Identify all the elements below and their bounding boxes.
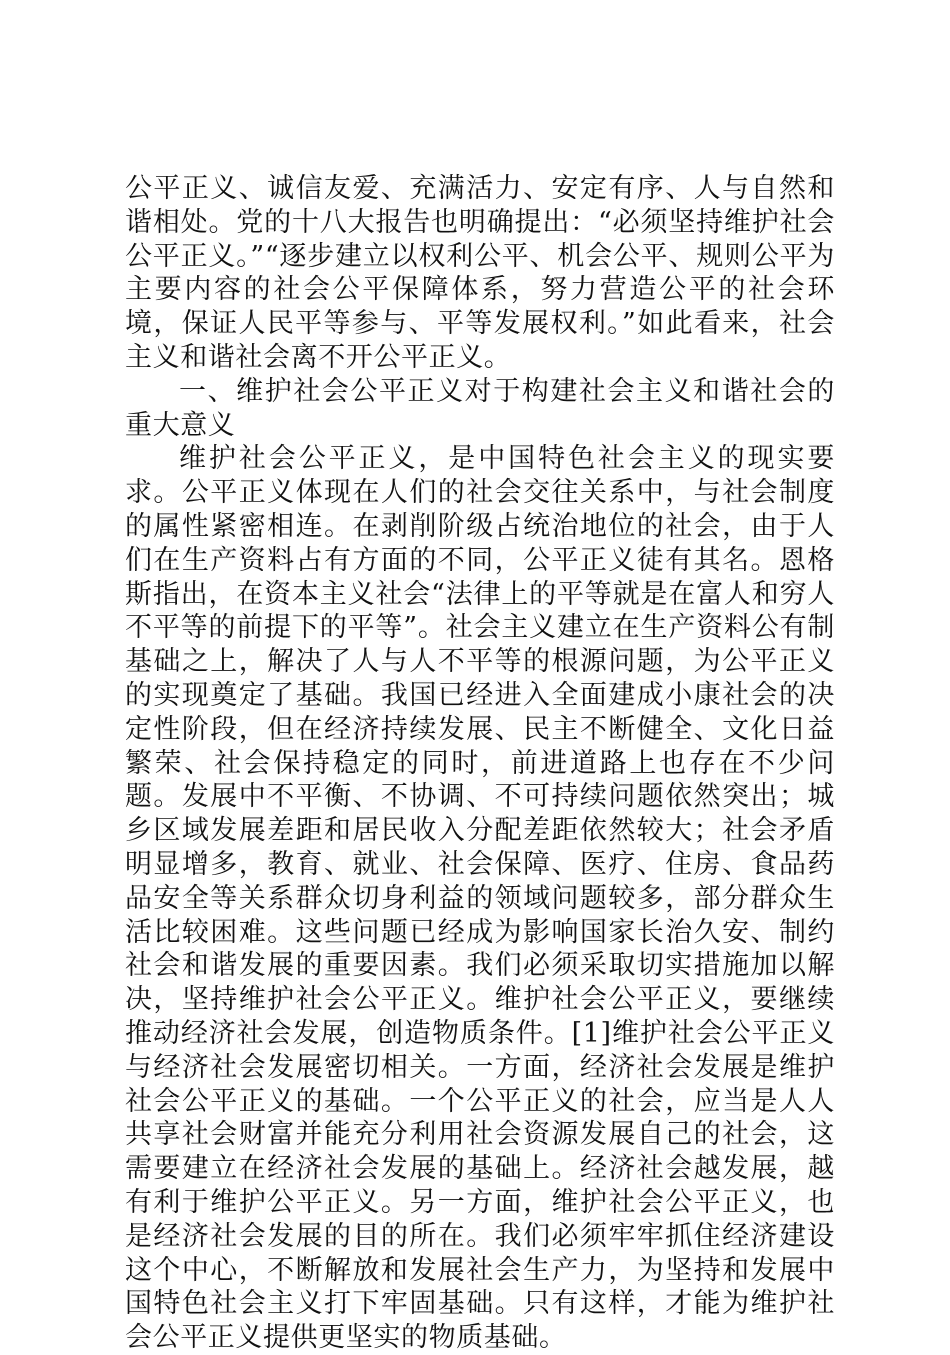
section-heading: 一、维护社会公平正义对于构建社会主义和谐社会的重大意义: [125, 375, 835, 441]
document-body: [125, 172, 835, 1355]
paragraph-continuation: 公平正义、诚信友爱、充满活力、安定有序、人与自然和谐相处。党的十八大报告也明确提出：“必须坚持维护社会公平正义。”“逐步建立以权利公平、机会公平、规则公平为主要内容的社会公平保障体系，努力营造公平的社会环境，保证人民平等参与、平等发展权利。”如此看来，社会主义和谐社会离不开公平正义。: [125, 173, 835, 373]
paragraph-body: 维护社会公平正义，是中国特色社会主义的现实要求。公平正义体现在人们的社会交往关系中，与社会制度的属性紧密相连。在剥削阶级占统治地位的社会，由于人们在生产资料占有方面的不同，公平正义徒有其名。恩格斯指出，在资本主义社会“法律上的平等就是在富人和穷人不平等的前提下的平等”。社会主义建立在生产资料公有制基础之上，解决了人与人不平等的根源问题，为公平正义的实现奠定了基础。我国已经进入全面建成小康社会的决定性阶段，但在经济持续发展、民主不断健全、文化日益繁荣、社会保持稳定的同时，前进道路上也存在不少问题。发展中不平衡、不协调、不可持续问题依然突出；城乡区域发展差距和居民收入分配差距依然较大；社会矛盾明显增多，教育、就业、社会保障、医疗、住房、食品药品安全等关系群众切身利益的领域问题较多，部分群众生活比较困难。这些问题已经成为影响国家长治久安、制约社会和谐发展的重要因素。我们必须采取切实措施加以解决，坚持维护社会公平正义。维护社会公平正义，要继续推动经济社会发展，创造物质条件。[1]维护社会公平正义与经济社会发展密切相关。一方面，经济社会发展是维护社会公平正义的基础。一个公平正义的社会，应当是人人共享社会财富并能充分利用社会资源发展自己的社会，这需要建立在经济社会发展的基础上。经济社会越发展，越有利于维护公平正义。另一方面，维护社会公平正义，也是经济社会发展的目的所在。我们必须牢牢抓住经济建设这个中心，不断解放和发展社会生产力，为坚持和发展中国特色社会主义打下牢固基础。只有这样，才能为维护社会公平正义提供更坚实的物质基础。: [125, 443, 835, 1354]
